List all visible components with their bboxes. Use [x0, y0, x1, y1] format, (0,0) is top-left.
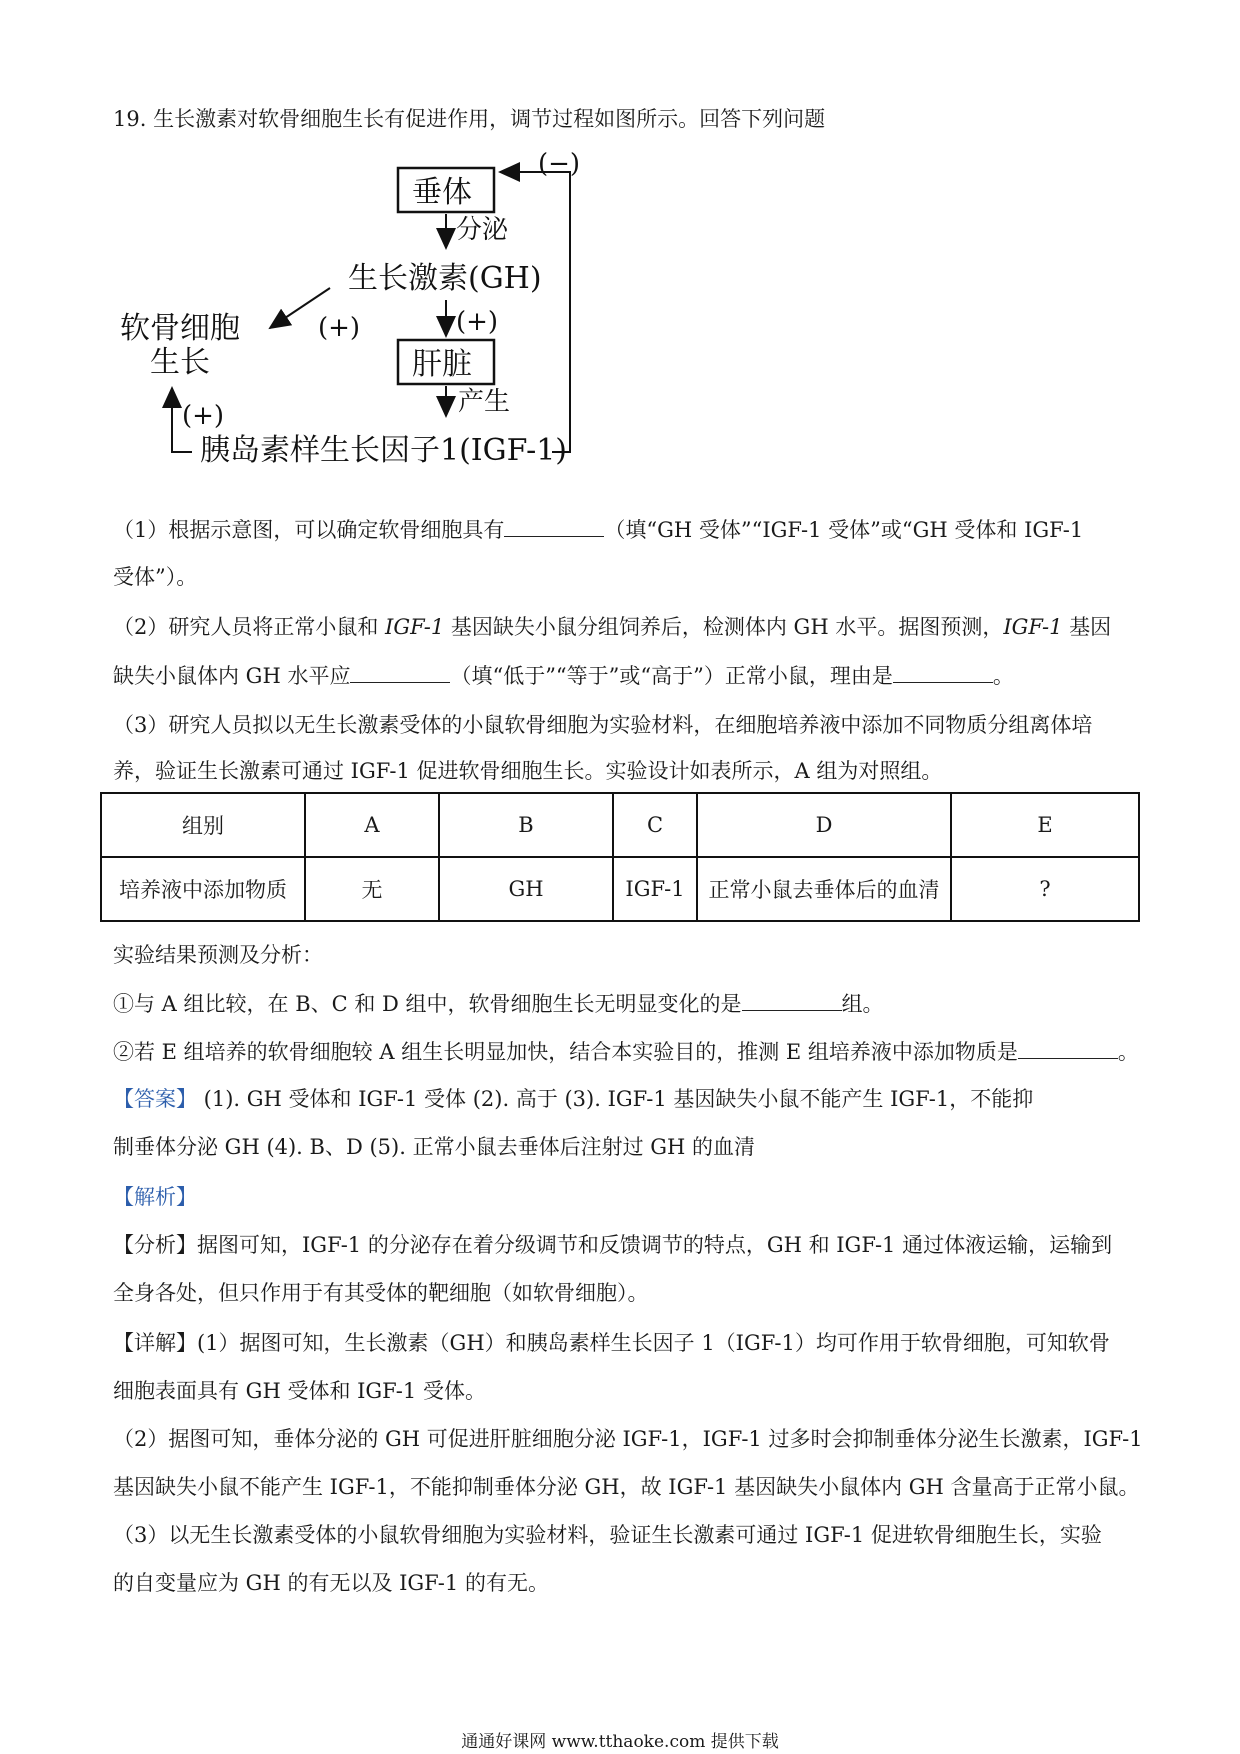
sub1-text-b: （填“GH 受体”“IGF-1 受体”或“GH 受体和 IGF-1 — [604, 518, 1084, 542]
gh-label: 生长激素(GH) — [348, 261, 542, 296]
explain-detail-2a: （2）据图可知，垂体分泌的 GH 可促进肝脏细胞分泌 IGF-1，IGF-1 过多时会抑制垂体分泌生长激素，IGF-1 — [113, 1427, 1143, 1451]
table-header-row — [101, 793, 1139, 857]
cartilage-label-1: 软骨细胞 — [120, 311, 240, 346]
answer-line2: 制垂体分泌 GH (4). B、D (5). 正常小鼠去垂体后注射过 GH 的血清 — [113, 1135, 756, 1159]
analysis-text: ②若 E 组培养的软骨细胞较 A 组生长明显加快，结合本实验目的，推测 E 组培养液中添加物质是 — [113, 1040, 1018, 1064]
analysis-text: 组。 — [841, 992, 884, 1016]
table-cell: 无 — [305, 857, 439, 921]
diagram-svg — [120, 140, 680, 500]
explain-detail-3b: 的自变量应为 GH 的有无以及 IGF-1 的有无。 — [113, 1571, 549, 1595]
answer-blank — [893, 660, 993, 683]
sub2-line2 — [113, 660, 1128, 691]
table-cell: 培养液中添加物质 — [101, 857, 305, 921]
question-title: 19. 生长激素对软骨细胞生长有促进作用，调节过程如图所示。回答下列问题 — [113, 107, 826, 131]
minus-label: (−) — [538, 149, 581, 179]
answer-line1 — [113, 1084, 1128, 1114]
sub2-text-f: 。 — [992, 664, 1014, 688]
table-cell: GH — [439, 857, 613, 921]
sub2-line1 — [113, 612, 1128, 642]
explain-fenxi-2: 全身各处，但只作用于有其受体的靶细胞（如软骨细胞）。 — [113, 1281, 649, 1305]
sub2-text-d: 缺失小鼠体内 GH 水平应 — [113, 664, 351, 688]
sub2-text-e: （填“低于”“等于”或“高于”）正常小鼠，理由是 — [450, 664, 893, 688]
gene-name: IGF-1 — [385, 615, 445, 639]
table-cell: C — [613, 793, 697, 857]
explain-detail-2b: 基因缺失小鼠不能产生 IGF-1，不能抑制垂体分泌 GH，故 IGF-1 基因缺失小鼠体内 GH 含量高于正常小鼠。 — [113, 1475, 1140, 1499]
gene-name: IGF-1 — [1003, 615, 1063, 639]
arrow-negative-feedback — [500, 172, 570, 452]
table-cell: IGF-1 — [613, 857, 697, 921]
experiment-table — [100, 792, 1140, 922]
answer-text: (1). GH 受体和 IGF-1 受体 (2). 高于 (3). IGF-1 基因缺失小鼠不能产生 IGF-1，不能抑 — [197, 1087, 1034, 1111]
secrete-label: 分泌 — [456, 215, 509, 245]
plus3-label: (+) — [182, 401, 225, 431]
sub2-text-a: （2）研究人员将正常小鼠和 — [113, 615, 386, 639]
analysis-item1 — [113, 988, 1128, 1019]
answer-tag: 【答案】 — [113, 1087, 197, 1111]
table-row — [101, 857, 1139, 921]
table-cell: 正常小鼠去垂体后的血清 — [697, 857, 951, 921]
table-cell: D — [697, 793, 951, 857]
sub3-line1: （3）研究人员拟以无生长激素受体的小鼠软骨细胞为实验材料，在细胞培养液中添加不同物质分组离体培 — [113, 713, 1093, 737]
sub1-text-a: （1）根据示意图，可以确定软骨细胞具有 — [113, 518, 505, 542]
table-cell: 组别 — [101, 793, 305, 857]
produce-label: 产生 — [458, 387, 511, 417]
cartilage-label-2: 生长 — [150, 345, 210, 380]
plus1-label: (+) — [318, 313, 361, 343]
sub1-line1 — [113, 514, 1128, 545]
table-cell: A — [305, 793, 439, 857]
sub2-text-b: 基因缺失小鼠分组饲养后，检测体内 GH 水平。据图预测， — [444, 615, 1004, 639]
answer-blank — [504, 514, 604, 537]
analysis-text: 。 — [1117, 1040, 1139, 1064]
page-footer: 通通好课网 www.tthaoke.com 提供下载 — [461, 1732, 779, 1752]
explain-tag: 【解析】 — [113, 1185, 197, 1209]
igf-label: 胰岛素样生长因子1(IGF-1) — [200, 433, 568, 468]
table-cell: ? — [951, 857, 1139, 921]
sub2-text-c: 基因 — [1062, 615, 1112, 639]
explain-detail-3a: （3）以无生长激素受体的小鼠软骨细胞为实验材料，验证生长激素可通过 IGF-1 促进软骨细胞生长，实验 — [113, 1523, 1102, 1547]
answer-blank — [742, 988, 842, 1011]
answer-blank — [1018, 1036, 1118, 1059]
analysis-item2 — [113, 1036, 1139, 1067]
explain-detail-1b: 细胞表面具有 GH 受体和 IGF-1 受体。 — [113, 1379, 486, 1403]
explain-fenxi-1: 【分析】据图可知，IGF-1 的分泌存在着分级调节和反馈调节的特点，GH 和 IGF-1 通过体液运输，运输到 — [113, 1233, 1113, 1257]
analysis-text: ①与 A 组比较，在 B、C 和 D 组中，软骨细胞生长无明显变化的是 — [113, 992, 742, 1016]
table-cell: E — [951, 793, 1139, 857]
sub3-line2: 养，验证生长激素可通过 IGF-1 促进软骨细胞生长。实验设计如表所示，A 组为对照组。 — [113, 759, 943, 783]
explain-detail-1a: 【详解】(1）据图可知，生长激素（GH）和胰岛素样生长因子 1（IGF-1）均可作用于软骨细胞，可知软骨 — [113, 1331, 1110, 1355]
regulation-diagram — [120, 140, 680, 500]
answer-blank — [350, 660, 450, 683]
table-cell: B — [439, 793, 613, 857]
plus2-label: (+) — [456, 307, 499, 337]
sub1-line2: 受体”）。 — [113, 565, 198, 589]
liver-label: 肝脏 — [412, 347, 472, 382]
analysis-heading: 实验结果预测及分析： — [113, 943, 323, 967]
pituitary-label: 垂体 — [412, 175, 472, 210]
